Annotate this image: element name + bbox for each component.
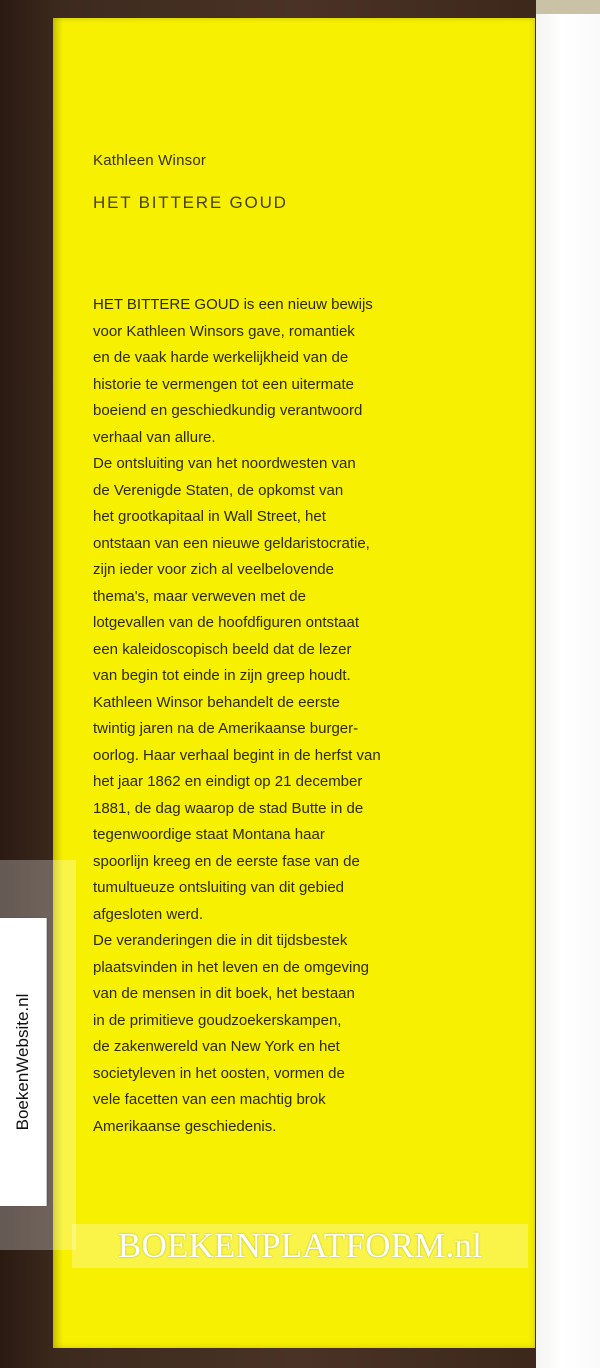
blurb-line: Kathleen Winsor behandelt de eerste (93, 693, 340, 711)
blurb-line: 1881, de dag waarop de stad Butte in de (93, 799, 364, 817)
book-title: HET BITTERE GOUD (93, 193, 288, 212)
blurb-line: tegenwoordige staat Montana haar (93, 826, 325, 843)
blurb-line: tumultueuze ontsluiting van dit gebied (93, 879, 345, 896)
blurb-line: van de mensen in dit boek, het bestaan (93, 985, 355, 1002)
blurb-line: een kaleidoscopisch beeld dat de lezer (93, 640, 352, 658)
blurb-line: twintig jaren na de Amerikaanse burger- (93, 720, 359, 737)
blurb-line: lotgevallen van de hoofdfiguren ontstaat (93, 614, 360, 631)
blurb-line: en de vaak harde werkelijkheid van de (93, 349, 349, 366)
blurb-line: spoorlijn kreeg en de eerste fase van de (93, 852, 360, 870)
author-name: Kathleen Winsor (93, 152, 207, 169)
blurb-line: plaatsvinden in het leven en de omgeving (93, 958, 370, 976)
blurb-line: verhaal van allure. (93, 428, 216, 446)
side-label-text: BoekenWebsite.nl (13, 993, 32, 1131)
blurb-line: in de primitieve goudzoekerskampen, (93, 1011, 342, 1029)
blurb-line: het jaar 1862 en eindigt op 21 december (93, 773, 363, 790)
blurb-line: societyleven in het oosten, vormen de (93, 1064, 345, 1082)
blurb-line: de zakenwereld van New York en het (93, 1038, 340, 1055)
blurb-line: boeiend en geschiedkundig verantwoord (93, 402, 363, 419)
blurb-line: thema's, maar verweven met de (93, 587, 306, 605)
blurb-line: oorlog. Haar verhaal begint in de herfst van (93, 746, 381, 764)
blurb-line: Amerikaanse geschiedenis. (93, 1117, 277, 1135)
blurb-line: vele facetten van een machtig brok (93, 1091, 326, 1108)
blurb-line: ontstaan van een nieuwe geldaristocratie, (93, 534, 370, 552)
page-edge (536, 0, 600, 1368)
blurb-line: van begin tot einde in zijn greep houdt. (93, 667, 351, 684)
blurb-line: voor Kathleen Winsors gave, romantiek (93, 322, 355, 340)
blurb-line: de Verenigde Staten, de opkomst van (93, 481, 344, 499)
watermark: BOEKENPLATFORM.nl (72, 1224, 528, 1268)
blurb-line: afgesloten werd. (93, 905, 204, 923)
blurb-line: historie te vermengen tot een uitermate (93, 375, 354, 393)
blurb-line: HET BITTERE GOUD is een nieuw bewijs (93, 296, 373, 313)
blurb-line: De ontsluiting van het noordwesten van (93, 455, 356, 472)
blurb-line: De veranderingen die in dit tijdsbestek (93, 932, 348, 949)
blurb-text (93, 292, 513, 1140)
blurb-line: het grootkapitaal in Wall Street, het (93, 508, 326, 525)
page-edge-top (536, 0, 600, 14)
blurb-line: zijn ieder voor zich al veelbelovende (93, 561, 334, 578)
